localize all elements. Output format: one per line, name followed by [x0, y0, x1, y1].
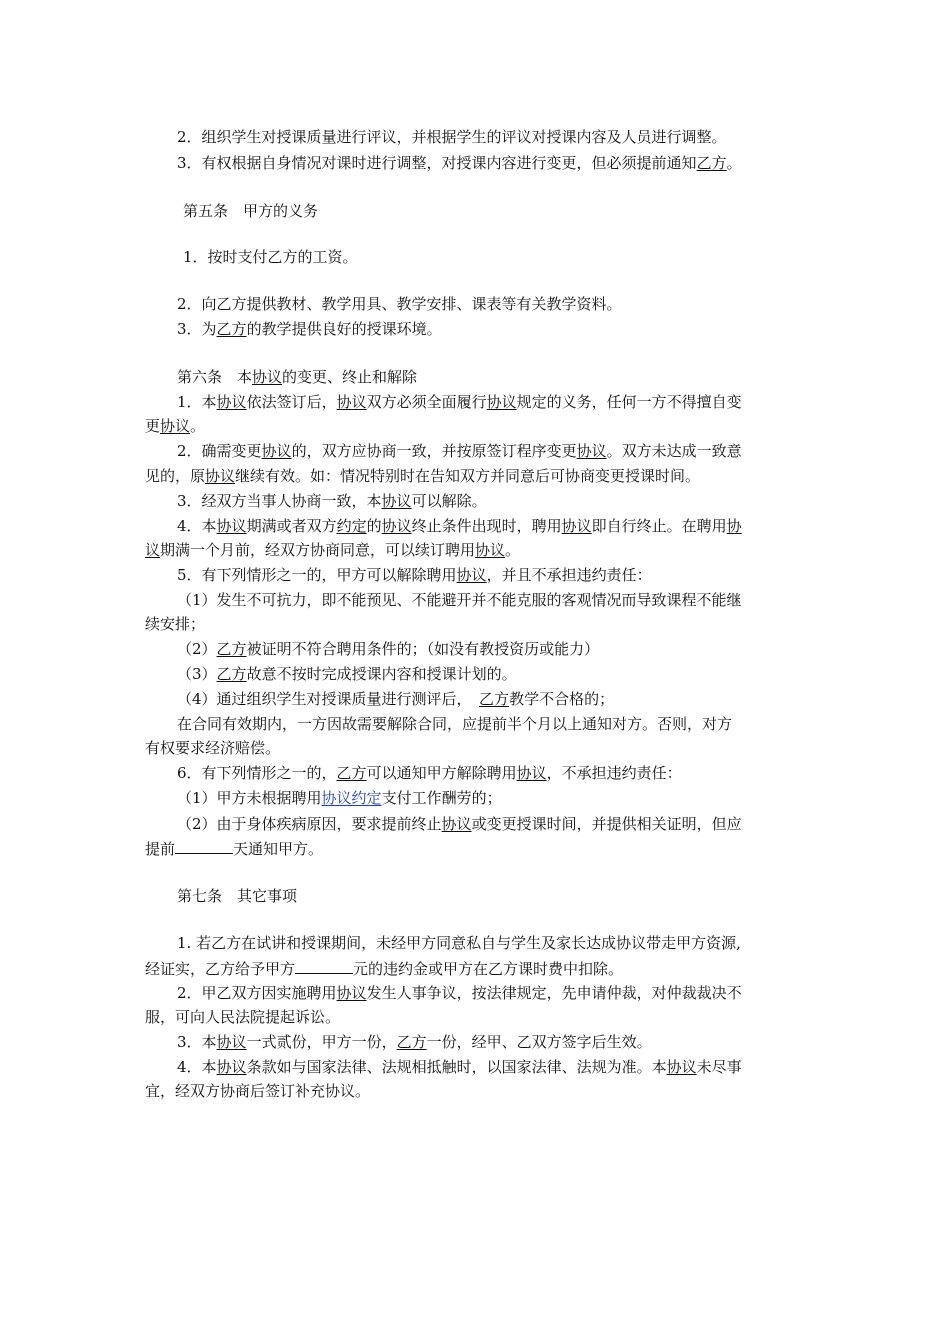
s6-item-5-sub-4: （4）通过组织学生对授课质量进行测评后， 乙方教学不合格的；	[177, 690, 615, 708]
s7-item-2-line-2: 服，可向人民法院提起诉讼。	[145, 1008, 341, 1026]
s6-item-1-line-2: 更协议。	[145, 417, 206, 435]
days-blank	[175, 838, 233, 854]
s6-item-3: 3．经双方当事人协商一致，本协议可以解除。	[177, 492, 487, 510]
s6-item-6: 6．有下列情形之一的，乙方可以通知甲方解除聘用协议，不承担违约责任：	[177, 764, 682, 782]
s6-item-6-sub-1: （1）甲方未根据聘用协议约定支付工作酬劳的；	[177, 789, 502, 807]
s6-item-4-line-2: 议期满一个月前，经双方协商同意，可以续订聘用协议。	[145, 541, 521, 559]
s6-item-2-line-2: 见的，原协议继续有效。如：情况特别时在告知双方并同意后可协商变更授课时间。	[145, 467, 701, 485]
s5-heading: 第五条 甲方的义务	[183, 202, 319, 220]
s7-item-2-line-1: 2．甲乙双方因实施聘用协议发生人事争议，按法律规定，先申请仲裁，对仲裁裁决不	[177, 984, 742, 1002]
agreement-terms-link[interactable]: 协议约定	[321, 789, 382, 807]
s7-item-4-line-2: 宜，经双方协商后签订补充协议。	[145, 1082, 371, 1100]
s7-item-4-line-1: 4．本协议条款如与国家法律、法规相抵触时，以国家法律、法规为准。本协议未尽事	[177, 1058, 742, 1076]
s7-item-3: 3．本协议一式贰份，甲方一份，乙方一份，经甲、乙双方签字后生效。	[177, 1033, 652, 1051]
s7-heading: 第七条 其它事项	[177, 887, 298, 905]
s7-item-1-line-2: 经证实，乙方给予甲方 元的违约金或甲方在乙方课时费中扣除。	[145, 960, 624, 978]
s5-item-2: 2．向乙方提供教材、教学用具、教学安排、课表等有关教学资料。	[177, 295, 622, 313]
s6-paragraph-line-2: 有权要求经济赔偿。	[145, 739, 281, 757]
s7-item-1-line-1: 1. 若乙方在试讲和授课期间，未经甲方同意私自与学生及家长达成协议带走甲方资源,	[177, 934, 741, 952]
s5-item-3: 3．为乙方的教学提供良好的授课环境。	[177, 320, 442, 338]
s6-item-6-sub-2-line-2: 提前 天通知甲方。	[145, 840, 324, 858]
s6-item-1-line-1: 1．本协议依法签订后，协议双方必须全面履行协议规定的义务，任何一方不得擅自变	[177, 393, 742, 411]
s6-item-5-sub-3: （3）乙方故意不按时完成授课内容和授课计划的。	[177, 665, 517, 683]
s4-item-3: 3．有权根据自身情况对课时进行调整，对授课内容进行变更，但必须提前通知乙方。	[177, 154, 742, 172]
penalty-amount-blank	[295, 958, 353, 974]
s5-item-1: 1．按时支付乙方的工资。	[183, 248, 358, 266]
s6-item-2-line-1: 2．确需变更协议的，双方应协商一致，并按原签订程序变更协议。双方未达成一致意	[177, 442, 742, 460]
s6-item-6-sub-2-line-1: （2）由于身体疾病原因，要求提前终止协议或变更授课时间，并提供相关证明，但应	[177, 815, 742, 833]
s6-paragraph-line-1: 在合同有效期内，一方因故需要解除合同，应提前半个月以上通知对方。否则，对方	[177, 715, 733, 733]
s6-item-5-sub-1-line-1: （1）发生不可抗力，即不能预见、不能避开并不能克服的客观情况而导致课程不能继	[177, 591, 742, 609]
s6-item-5-sub-1-line-2: 续安排；	[145, 615, 206, 633]
s4-item-2: 2．组织学生对授课质量进行评议，并根据学生的评议对授课内容及人员进行调整。	[177, 128, 727, 146]
s6-item-4-line-1: 4．本协议期满或者双方约定的协议终止条件出现时，聘用协议即自行终止。在聘用协	[177, 517, 742, 535]
s6-heading: 第六条 本协议的变更、终止和解除	[177, 368, 418, 386]
s6-item-5: 5．有下列情形之一的，甲方可以解除聘用协议，并且不承担违约责任：	[177, 566, 652, 584]
s6-item-5-sub-2: （2）乙方被证明不符合聘用条件的；（如没有教授资历或能力）	[177, 640, 600, 658]
